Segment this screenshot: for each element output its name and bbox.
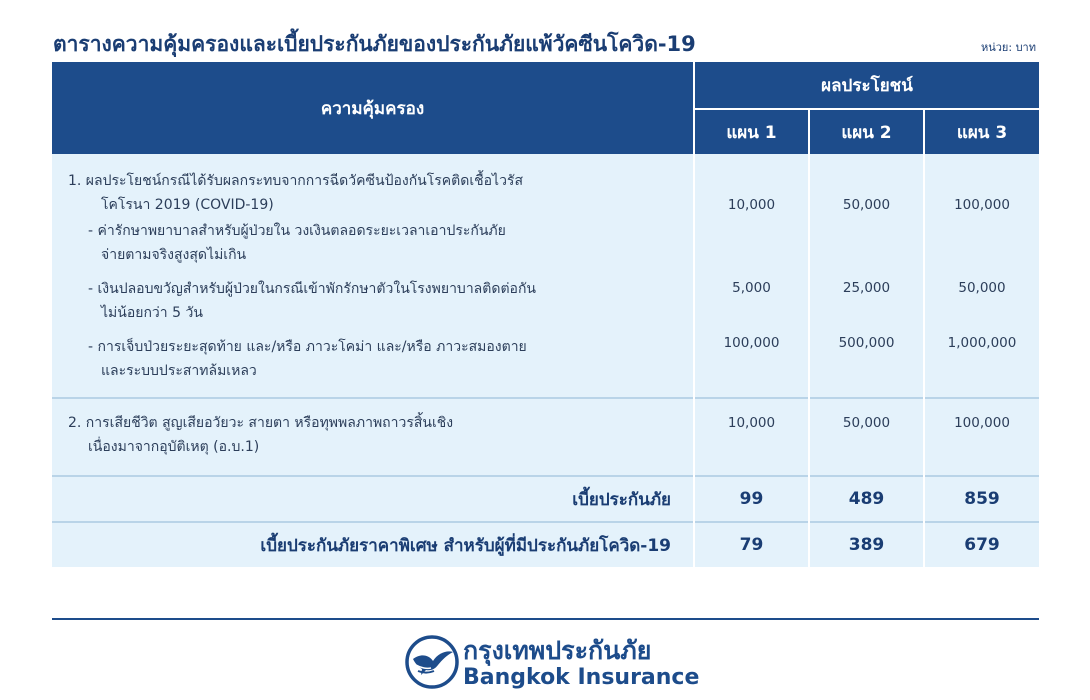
section1-line: และระบบประสาทล้มเหลว xyxy=(101,363,257,379)
special-premium-label: เบี้ยประกันภัยราคาพิเศษ สำหรับผู้ที่มีประกันภัยโควิด-19 xyxy=(52,522,694,567)
plan2-terminal-value: 500,000 xyxy=(838,335,895,351)
section1-line: - เงินปลอบขวัญสำหรับผู้ป่วยในกรณีเข้าพักรักษาตัวในโรงพยาบาลติดต่อกัน xyxy=(88,281,536,297)
benefit-header: ผลประโยชน์ xyxy=(694,62,1039,109)
plan-2-header: แผน 2 xyxy=(809,109,924,154)
company-logo xyxy=(405,629,705,695)
plan-3-header: แผน 3 xyxy=(956,122,1008,143)
section2-line: เนื่องมาจากอุบัติเหตุ (อ.บ.1) xyxy=(88,439,260,455)
plan3-accident-value: 100,000 xyxy=(954,415,1010,431)
section1-line: - การเจ็บป่วยระยะสุดท้าย และ/หรือ ภาวะโคม่า และ/หรือ ภาวะสมองตาย xyxy=(88,339,527,355)
section1-line: - ค่ารักษาพยาบาลสำหรับผู้ป่วยใน วงเงินตลอดระยะเวลาเอาประกันภัย xyxy=(88,223,506,239)
plan2-premium: 489 xyxy=(809,476,924,522)
special-premium-row xyxy=(52,522,1039,567)
footer-divider xyxy=(52,618,1039,620)
plan1-medical-value: 10,000 xyxy=(727,197,776,213)
plan3-medical-value: 100,000 xyxy=(954,197,1010,213)
section1-line: 1. ผลประโยชน์กรณีได้รับผลกระทบจากการฉีดวัคซีนป้องกันโรคติดเชื้อไวรัส xyxy=(68,173,523,189)
section1-line: โคโรนา 2019 (COVID-19) xyxy=(101,197,274,213)
plan3-special-premium: 679 xyxy=(924,522,1039,567)
plan3-premium: 859 xyxy=(924,476,1039,522)
premium-row xyxy=(52,476,1039,522)
section1-line: จ่ายตามจริงสูงสุดไม่เกิน xyxy=(101,247,247,263)
page-title: ตารางความคุ้มครองและเบี้ยประกันภัยของประกันภัยแพ้วัคซีนโควิด-19 xyxy=(53,32,696,56)
logo-thai-name: กรุงเทพประกันภัย xyxy=(463,636,652,665)
unit-label: หน่วย: บาท xyxy=(980,41,1036,54)
coverage-header: ความคุ้มครอง xyxy=(52,62,694,154)
plan1-comfort-value: 5,000 xyxy=(732,280,771,296)
bird-emblem-icon xyxy=(405,635,459,689)
plan2-medical-value: 50,000 xyxy=(842,197,891,213)
plan1-special-premium: 79 xyxy=(694,522,809,567)
section1-description xyxy=(52,169,693,383)
section2-line: 2. การเสียชีวิต สูญเสียอวัยวะ สายตา หรือทุพพลภาพถาวรสิ้นเชิง xyxy=(68,415,454,431)
plan2-accident-value: 50,000 xyxy=(842,415,891,431)
table-row xyxy=(52,398,1039,476)
premium-label: เบี้ยประกันภัย xyxy=(52,476,694,522)
logo-english-name: Bangkok Insurance xyxy=(463,665,700,690)
plan1-premium: 99 xyxy=(694,476,809,522)
section1-line: ไม่น้อยกว่า 5 วัน xyxy=(101,305,203,321)
plan1-terminal-value: 100,000 xyxy=(723,335,780,351)
coverage-table xyxy=(52,62,1039,567)
plan3-comfort-value: 50,000 xyxy=(958,280,1006,296)
plan1-accident-value: 10,000 xyxy=(727,415,776,431)
plan-1-header: แผน 1 xyxy=(694,109,809,154)
plan2-comfort-value: 25,000 xyxy=(842,280,891,296)
plan3-terminal-value: 1,000,000 xyxy=(947,335,1017,351)
table-row xyxy=(52,154,1039,398)
plan2-special-premium: 389 xyxy=(809,522,924,567)
